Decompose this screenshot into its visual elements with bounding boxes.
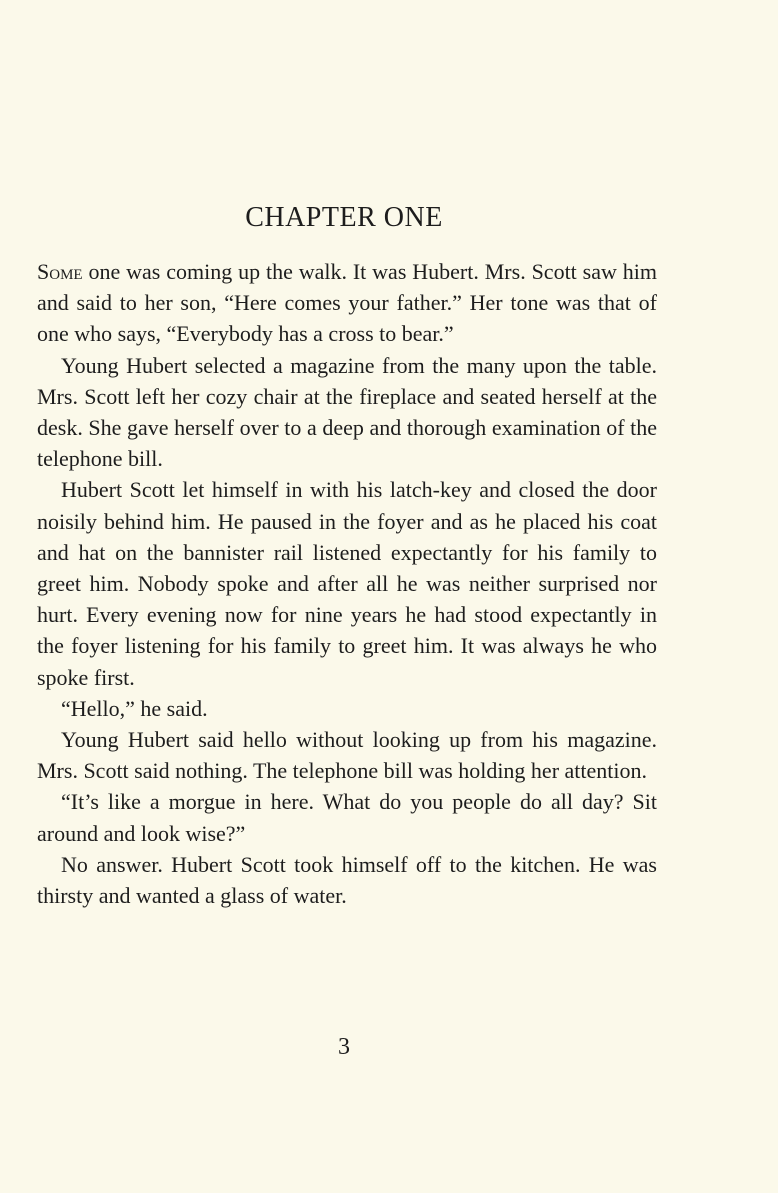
paragraph-5: Young Hubert said hello without looking up from his magazine. Mrs. Scott said nothing. The telephone bill was holding her attention. bbox=[37, 727, 657, 784]
paragraph-6: “It’s like a morgue in here. What do you people do all day? Sit around and look wise?” bbox=[37, 789, 657, 846]
chapter-body bbox=[37, 256, 657, 911]
chapter-title: CHAPTER ONE bbox=[245, 202, 443, 233]
paragraph-1 bbox=[37, 256, 657, 350]
paragraph-2: Young Hubert selected a magazine from the many upon the table. Mrs. Scott left her cozy chair at the fireplace and seated herself at the desk. She gave herself over to a deep and thorough examination of the telephone bill. bbox=[37, 352, 657, 472]
page-number: 3 bbox=[338, 1034, 350, 1060]
paragraph-4: “Hello,” he said. bbox=[61, 695, 208, 721]
paragraph-3: Hubert Scott let himself in with his latch-key and closed the door noisily behind him. He paused in the foyer and as he placed his coat and hat on the bannister rail listened expectantly for his family to greet him. Nobody spoke and after all he was neither surprised nor hurt. Every evening now for nine years he had stood expectantly in the foyer listening for his family to greet him. It was always he who spoke first. bbox=[37, 477, 657, 690]
paragraph-lead-word: Some bbox=[37, 259, 83, 284]
paragraph-text: one was coming up the walk. It was Hubert. Mrs. Scott saw him and said to her son, “Here comes your father.” Her tone was that of one who says, “Everybody has a cross to bear.” bbox=[37, 259, 657, 347]
paragraph-7: No answer. Hubert Scott took himself off to the kitchen. He was thirsty and wanted a glass of water. bbox=[37, 851, 657, 909]
